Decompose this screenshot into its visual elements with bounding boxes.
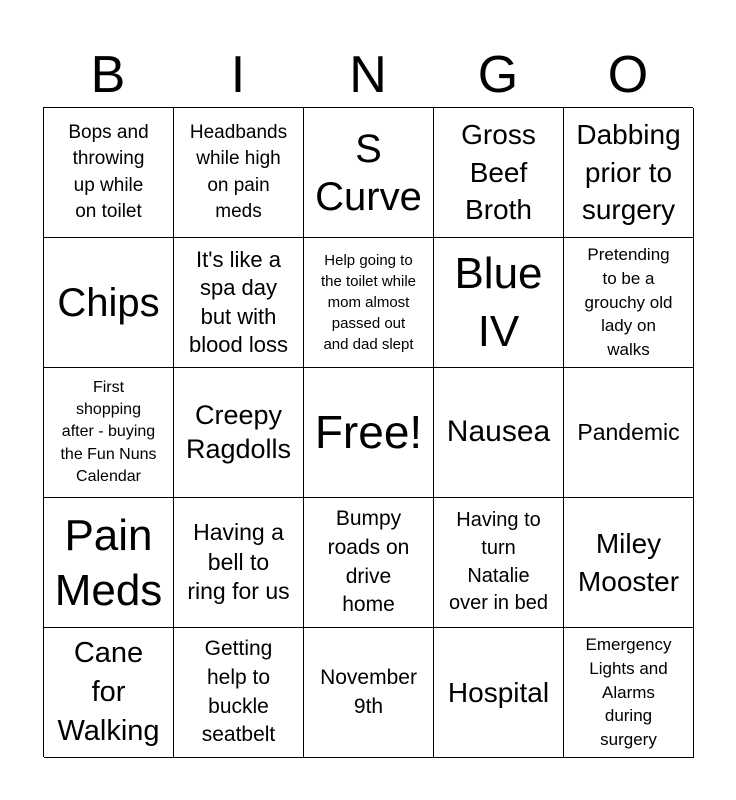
bingo-cell[interactable]: Chips (44, 238, 174, 368)
bingo-cell[interactable]: Pandemic (564, 368, 694, 498)
bingo-cell[interactable]: Pain Meds (44, 498, 174, 628)
bingo-cell[interactable]: Emergency Lights and Alarms during surgery (564, 628, 694, 758)
bingo-board (43, 107, 693, 757)
bingo-cell[interactable]: Having to turn Natalie over in bed (434, 498, 564, 628)
header-letter-o: O (607, 46, 649, 104)
bingo-cell[interactable]: It's like a spa day but with blood loss (174, 238, 304, 368)
bingo-cell[interactable]: Gross Beef Broth (434, 108, 564, 238)
bingo-cell[interactable]: Having a bell to ring for us (174, 498, 304, 628)
bingo-cell[interactable]: Creepy Ragdolls (174, 368, 304, 498)
bingo-cell[interactable]: Getting help to buckle seatbelt (174, 628, 304, 758)
bingo-header (43, 42, 693, 108)
header-letter-g: G (477, 46, 519, 104)
header-letter-n: N (349, 46, 387, 104)
header-letter-i: I (230, 46, 246, 104)
bingo-cell[interactable]: Miley Mooster (564, 498, 694, 628)
bingo-cell[interactable]: Bumpy roads on drive home (304, 498, 434, 628)
bingo-cell[interactable]: Headbands while high on pain meds (174, 108, 304, 238)
bingo-cell[interactable]: Blue IV (434, 238, 564, 368)
bingo-cell[interactable]: Pretending to be a grouchy old lady on walks (564, 238, 694, 368)
bingo-free-cell[interactable]: Free! (304, 368, 434, 498)
header-letter-b: B (90, 46, 126, 104)
bingo-cell[interactable]: Nausea (434, 368, 564, 498)
bingo-cell[interactable]: Bops and throwing up while on toilet (44, 108, 174, 238)
bingo-cell[interactable]: Help going to the toilet while mom almost passed out and dad slept (304, 238, 434, 368)
bingo-cell[interactable]: November 9th (304, 628, 434, 758)
bingo-cell[interactable]: S Curve (304, 108, 434, 238)
bingo-cell[interactable]: Cane for Walking (44, 628, 174, 758)
bingo-cell[interactable]: Hospital (434, 628, 564, 758)
bingo-cell[interactable]: First shopping after - buying the Fun Nuns Calendar (44, 368, 174, 498)
bingo-cell[interactable]: Dabbing prior to surgery (564, 108, 694, 238)
